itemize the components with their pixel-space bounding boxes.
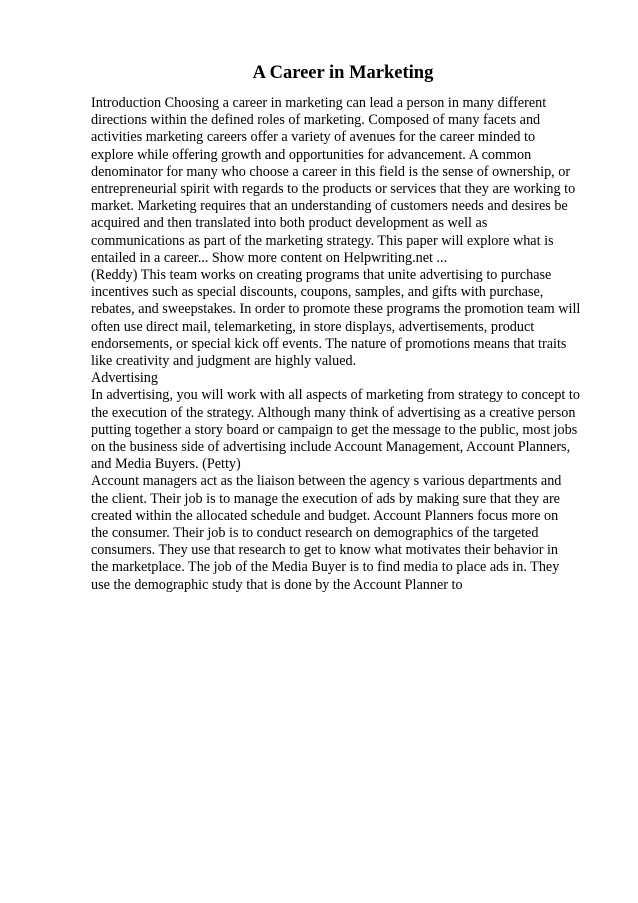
show-more-line: entailed in a career... Show more content on Helpwriting.net ... [91, 249, 448, 266]
body-line: rebates, and sweepstakes. In order to promote these programs the promotion team will [91, 301, 581, 318]
body-line: the execution of the strategy. Although many think of advertising as a creative person [91, 404, 576, 421]
body-line: incentives such as special discounts, coupons, samples, and gifts with purchase, [91, 284, 544, 301]
document-body [91, 95, 601, 594]
body-line: denominator for many who choose a career in this field is the sense of ownership, or [91, 163, 571, 180]
body-line: Introduction Choosing a career in marketing can lead a person in many different [91, 95, 547, 111]
body-line: Account managers act as the liaison between the agency s various departments and [91, 473, 562, 490]
body-line: communications as part of the marketing strategy. This paper will explore what is [91, 232, 554, 249]
body-line: directions within the defined roles of marketing. Composed of many facets and [91, 112, 541, 129]
body-line: created within the allocated schedule and budget. Account Planners focus more on [91, 507, 559, 524]
body-line: endorsements, or special kick off events. The nature of promotions means that traits [91, 335, 567, 352]
body-line: acquired and then translated into both product development as well as [91, 215, 488, 232]
body-line: the client. Their job is to manage the execution of ads by making sure that they are [91, 490, 560, 507]
body-line: and Media Buyers. (Petty) [91, 456, 241, 473]
body-line: activities marketing careers offer a variety of avenues for the career minded to [91, 129, 536, 146]
body-line: market. Marketing requires that an understanding of customers needs and desires be [91, 198, 568, 215]
body-line: entrepreneurial spirit with regards to the products or services that they are working to [91, 181, 576, 198]
body-line: explore while offering growth and opportunities for advancement. A common [91, 146, 532, 163]
body-line: In advertising, you will work with all aspects of marketing from strategy to concept to [91, 387, 580, 404]
body-line: the consumer. Their job is to conduct research on demographics of the targeted [91, 525, 539, 542]
body-line: use the demographic study that is done by the Account Planner to [91, 576, 463, 593]
body-line: like creativity and judgment are highly valued. [91, 353, 357, 370]
body-line: consumers. They use that research to get to know what motivates their behavior in [91, 542, 559, 559]
page-title: A Career in Marketing [252, 63, 434, 83]
body-line: (Reddy) This team works on creating programs that unite advertising to purchase [91, 267, 552, 284]
section-heading-advertising: Advertising [91, 370, 158, 387]
body-line: putting together a story board or campaign to get the message to the public, most jobs [91, 421, 578, 438]
body-line: the marketplace. The job of the Media Buyer is to find media to place ads in. They [91, 559, 560, 576]
body-line: often use direct mail, telemarketing, in store displays, advertisements, product [91, 318, 535, 335]
body-line: on the business side of advertising include Account Management, Account Planners, [91, 439, 571, 456]
